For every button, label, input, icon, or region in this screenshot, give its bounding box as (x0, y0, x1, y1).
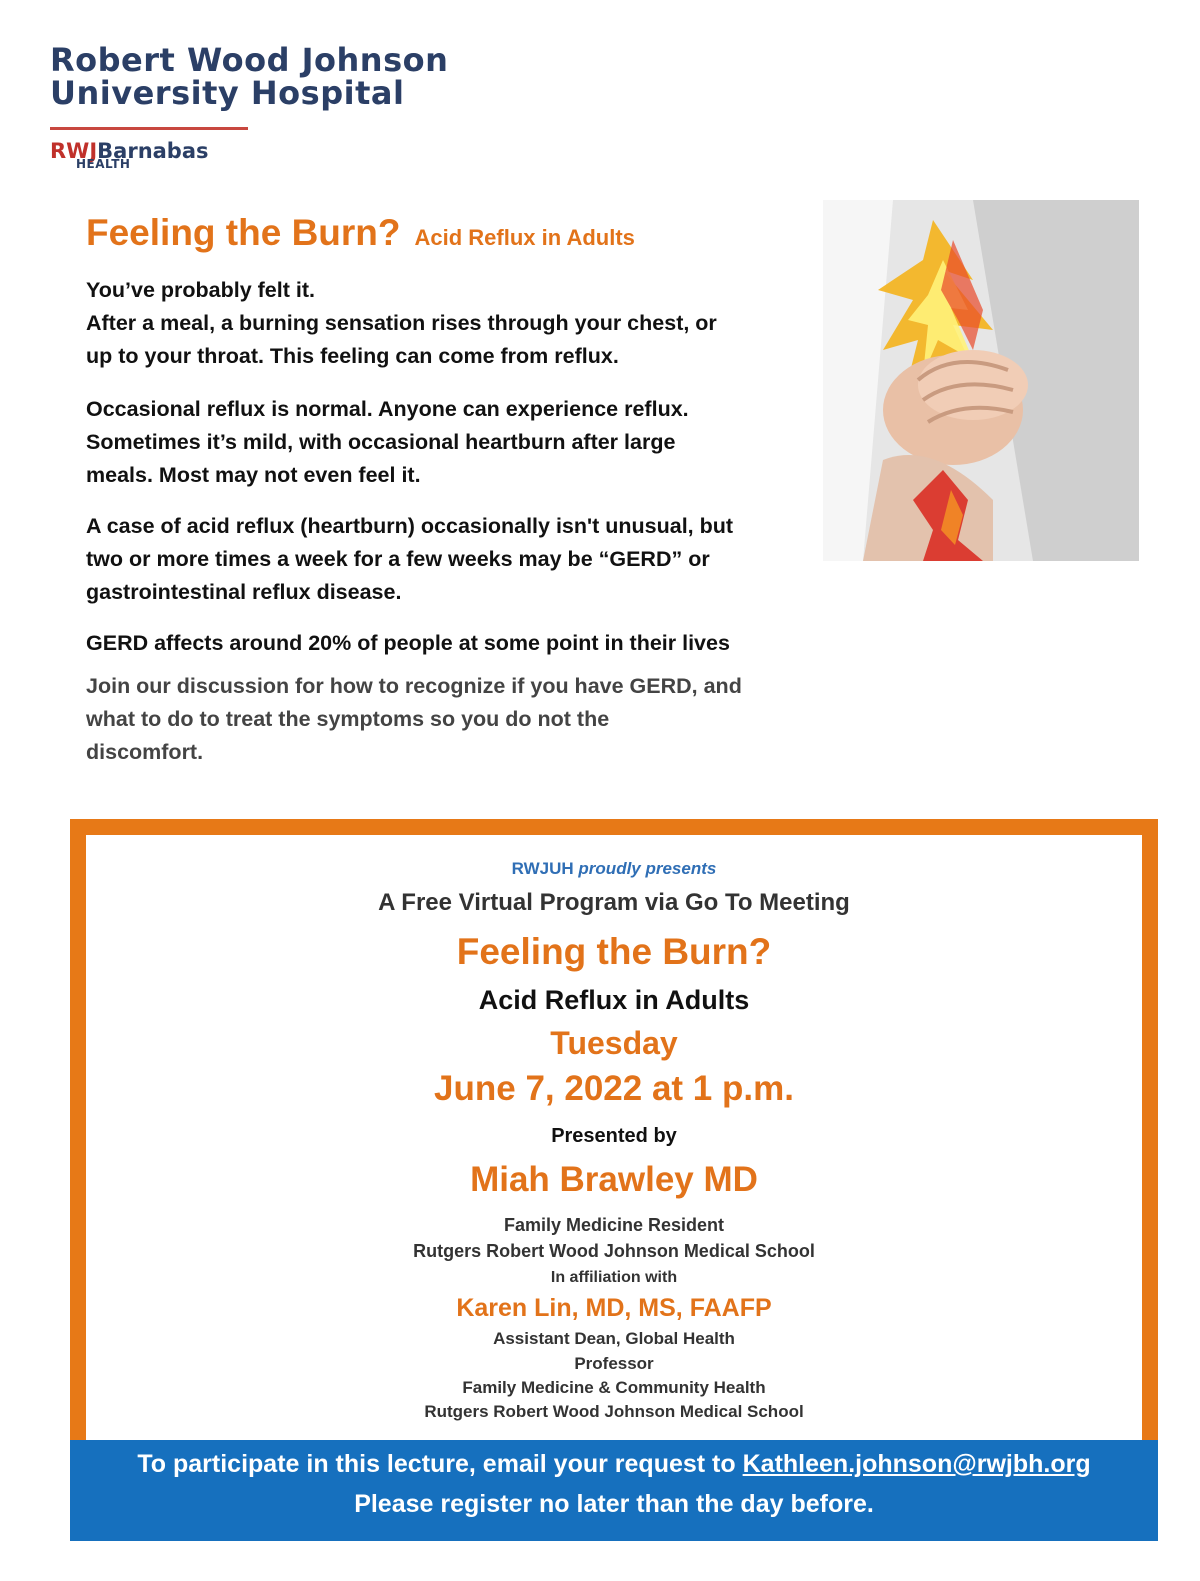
logo-divider (50, 127, 248, 130)
cospeaker-dept: Family Medicine & Community Health (462, 1378, 766, 1397)
text-line: meals. Most may not even feel it. (86, 463, 421, 487)
cospeaker-title-2: Professor (574, 1354, 654, 1373)
intro-paragraph-3 (86, 510, 816, 609)
presents-line (86, 859, 1142, 879)
intro-paragraph-4: GERD affects around 20% of people at some point in their lives (86, 631, 730, 655)
brand-red: RWJ (50, 139, 98, 163)
event-date-time: June 7, 2022 at 1 p.m. (434, 1069, 794, 1108)
affiliation-label: In affiliation with (550, 1269, 678, 1286)
intro-paragraph-5 (86, 670, 816, 769)
event-subtitle: Acid Reflux in Adults (478, 985, 750, 1015)
presented-by-label: Presented by (551, 1125, 677, 1147)
presenter-org: RWJUH (511, 859, 574, 878)
speaker-role: Family Medicine Resident (503, 1215, 725, 1235)
heartburn-photo (823, 200, 1139, 561)
intro-paragraph-2 (86, 393, 816, 492)
event-day: Tuesday (550, 1025, 678, 1061)
text-line: gastrointestinal reflux disease. (86, 580, 402, 604)
footer-line-2: Please register no later than the day before. (354, 1490, 874, 1518)
text-line: two or more times a week for a few weeks may be “GERD” or (86, 547, 710, 571)
text-line: up to your throat. This feeling can come from reflux. (86, 344, 619, 368)
intro-subtitle: Acid Reflux in Adults (414, 225, 635, 250)
footer-line-1 (70, 1450, 1158, 1479)
text-line: Join our discussion for how to recognize if you have GERD, and (86, 674, 742, 698)
speaker-school: Rutgers Robert Wood Johnson Medical School (413, 1241, 815, 1261)
intro-title: Feeling the Burn? (86, 212, 401, 253)
presents-text: proudly presents (578, 859, 717, 878)
intro-paragraph-1 (86, 274, 816, 373)
contact-email-link[interactable]: Kathleen.johnson@rwjbh.org (742, 1450, 1091, 1478)
text-line: A case of acid reflux (heartburn) occasionally isn't unusual, but (86, 514, 734, 538)
cospeaker-school: Rutgers Robert Wood Johnson Medical School (424, 1402, 804, 1421)
program-type: A Free Virtual Program via Go To Meeting (378, 889, 850, 916)
brand-sub: HEALTH (76, 157, 131, 171)
text-line: Sometimes it’s mild, with occasional heartburn after large (86, 430, 676, 454)
text-line: discomfort. (86, 740, 204, 764)
event-box (70, 819, 1158, 1440)
heartburn-illustration (823, 200, 1139, 561)
registration-footer (70, 1440, 1158, 1541)
intro-section (86, 212, 816, 769)
text-line: what to do to treat the symptoms so you do not the (86, 707, 610, 731)
footer-prefix: To participate in this lecture, email your request to (137, 1450, 743, 1478)
cospeaker-title-1: Assistant Dean, Global Health (493, 1329, 735, 1348)
text-line: You’ve probably felt it. (86, 278, 315, 302)
event-title: Feeling the Burn? (456, 931, 772, 972)
cospeaker-name: Karen Lin, MD, MS, FAAFP (456, 1294, 772, 1322)
text-line: Occasional reflux is normal. Anyone can experience reflux. (86, 397, 689, 421)
hospital-logo (50, 41, 510, 171)
intro-headline (86, 212, 816, 254)
text-line: After a meal, a burning sensation rises through your chest, or (86, 311, 717, 335)
speaker-name: Miah Brawley MD (470, 1160, 758, 1199)
brand-navy: Barnabas (97, 139, 209, 163)
logo-org-line2: University Hospital (50, 74, 405, 112)
logo-org-line1: Robert Wood Johnson (50, 41, 449, 79)
